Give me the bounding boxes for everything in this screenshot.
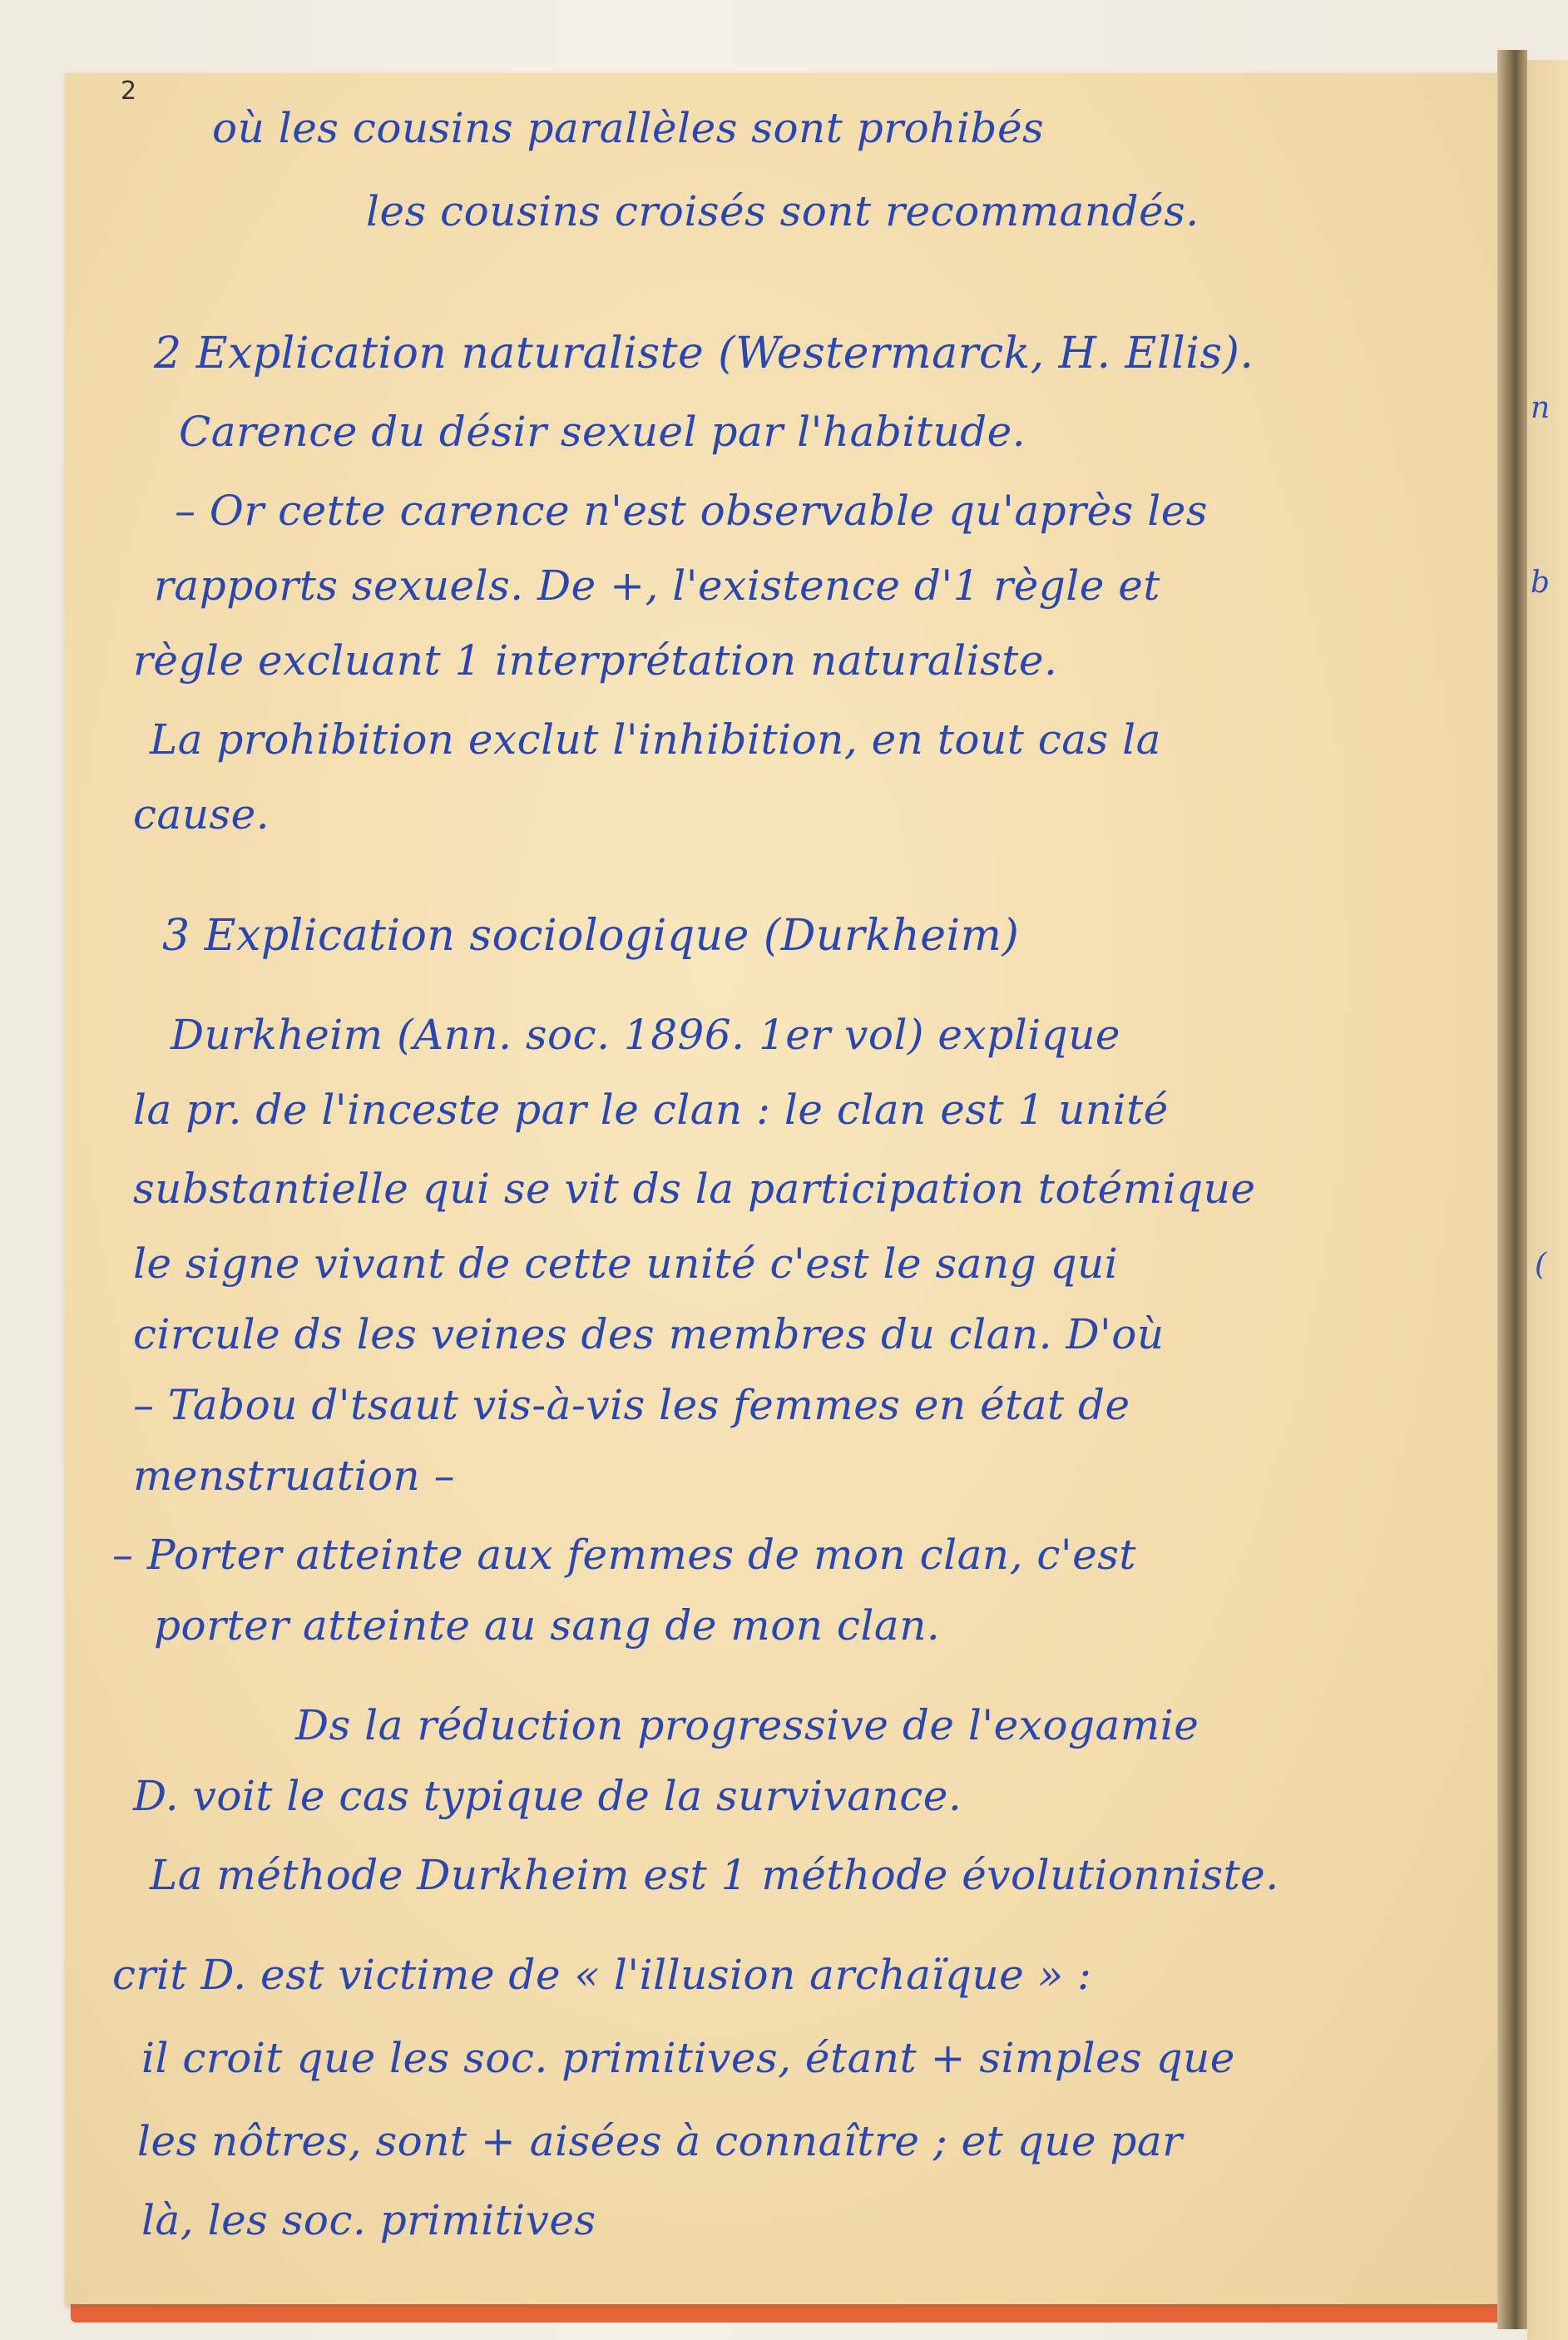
section-heading: 3 Explication sociologique (Durkheim) bbox=[162, 911, 1020, 961]
facing-page-mark: b bbox=[1531, 566, 1551, 600]
handwritten-line: porter atteinte au sang de mon clan. bbox=[154, 1601, 941, 1650]
handwritten-line: les cousins croisés sont recommandés. bbox=[366, 187, 1199, 235]
handwritten-line: La prohibition exclut l'inhibition, en tout cas la bbox=[150, 715, 1161, 764]
handwritten-line: La méthode Durkheim est 1 méthode évolutionniste. bbox=[150, 1851, 1279, 1899]
handwritten-line: circule ds les veines des membres du clan. D'où bbox=[133, 1310, 1165, 1358]
handwritten-line: où les cousins parallèles sont prohibés bbox=[212, 104, 1045, 152]
handwritten-line: crit D. est victime de « l'illusion archaïque » : bbox=[112, 1951, 1092, 1999]
handwritten-line: cause. bbox=[133, 790, 270, 839]
handwritten-line: substantielle qui se vit ds la participation totémique bbox=[133, 1165, 1256, 1213]
handwritten-line: règle excluant 1 interprétation naturaliste. bbox=[133, 636, 1058, 685]
handwritten-line: menstruation – bbox=[133, 1452, 456, 1500]
notebook-gutter bbox=[1497, 50, 1527, 2329]
section-heading: 2 Explication naturaliste (Westermarck, H. Ellis). bbox=[154, 329, 1254, 378]
handwritten-line: la pr. de l'inceste par le clan : le clan est 1 unité bbox=[133, 1086, 1169, 1134]
handwritten-line: il croit que les soc. primitives, étant + simples que bbox=[141, 2034, 1235, 2082]
page-number: 2 bbox=[121, 77, 137, 106]
handwritten-line: – Tabou d'tsaut vis-à-vis les femmes en état de bbox=[133, 1381, 1130, 1429]
handwritten-line: Carence du désir sexuel par l'habitude. bbox=[179, 408, 1026, 456]
handwritten-line: D. voit le cas typique de la survivance. bbox=[133, 1772, 962, 1820]
handwritten-line: là, les soc. primitives bbox=[141, 2196, 596, 2244]
handwritten-line: – Porter atteinte aux femmes de mon clan, c'est bbox=[112, 1531, 1136, 1579]
handwritten-line: rapports sexuels. De +, l'existence d'1 règle et bbox=[154, 562, 1160, 610]
facing-page-mark: ( bbox=[1535, 1248, 1547, 1282]
handwritten-line: – Or cette carence n'est observable qu'après les bbox=[175, 487, 1208, 535]
handwritten-line: Ds la réduction progressive de l'exogamie bbox=[295, 1701, 1199, 1749]
handwritten-line: Durkheim (Ann. soc. 1896. 1er vol) explique bbox=[171, 1011, 1120, 1059]
handwritten-line: le signe vivant de cette unité c'est le sang qui bbox=[133, 1239, 1119, 1288]
facing-page-mark: n bbox=[1531, 391, 1551, 425]
handwritten-line: les nôtres, sont + aisées à connaître ; et que par bbox=[137, 2117, 1183, 2165]
